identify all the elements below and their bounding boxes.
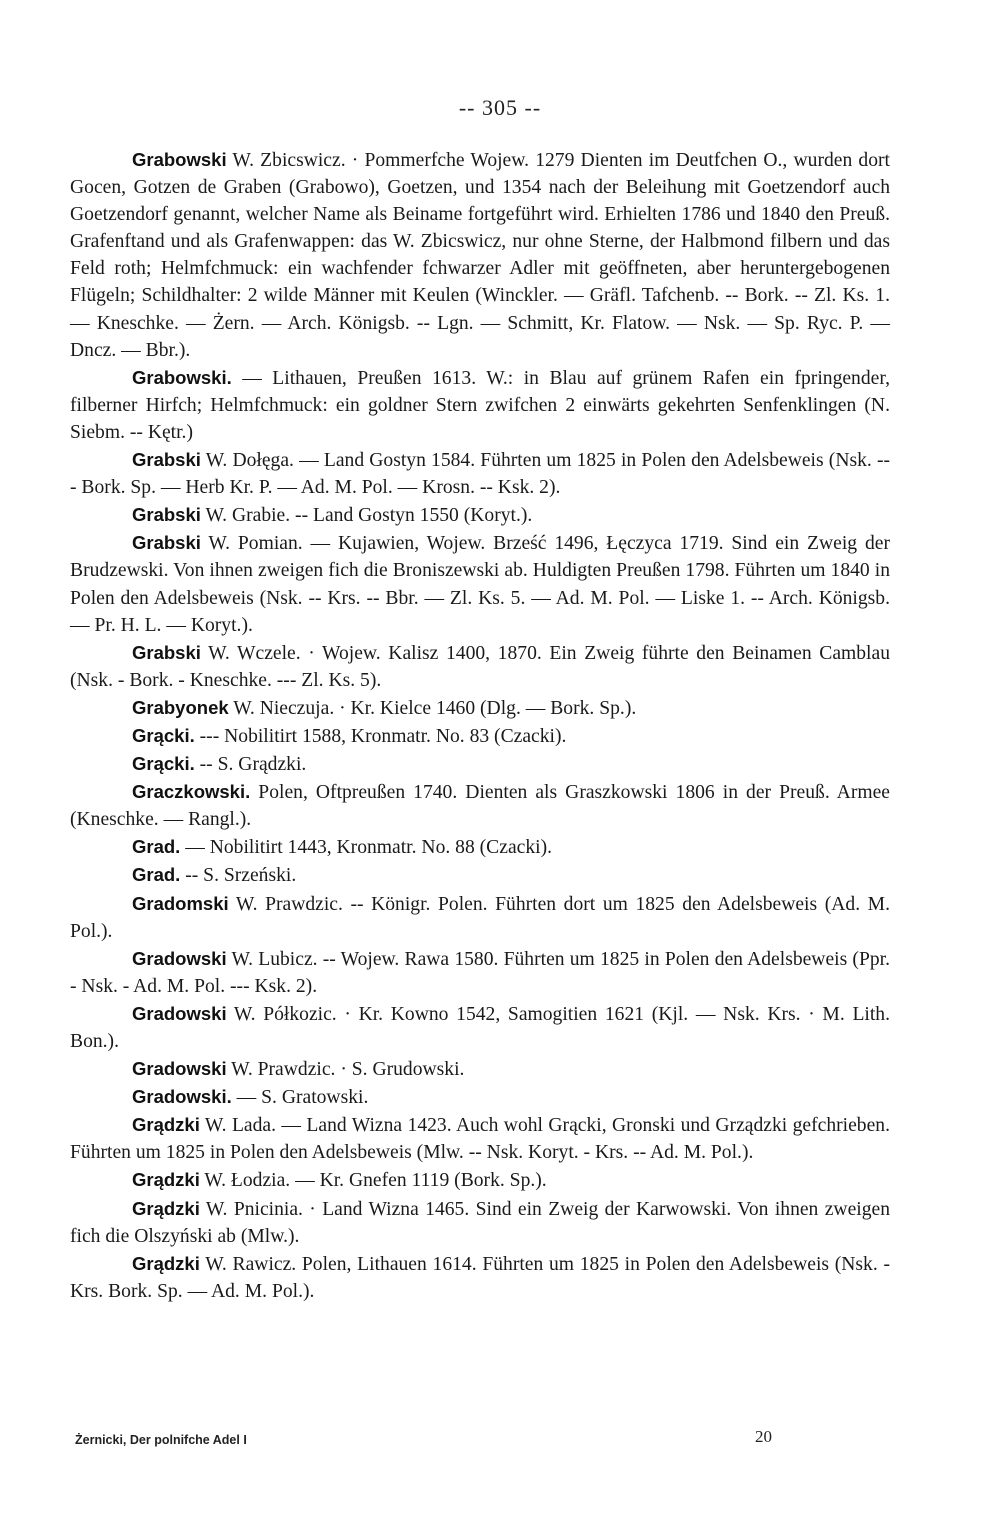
entry-surname: Grabyonek — [132, 696, 229, 718]
entry-text: W. Półkozic. · Kr. Kowno 1542, Samogitien 1621 (Kjl. — Nsk. Krs. · M. Lith. Bon.). — [70, 1003, 890, 1052]
entry-surname: Grądzki — [132, 1169, 200, 1191]
entry-surname: Grad. — [132, 836, 181, 858]
entry-text: W. Pomian. — Kujawien, Wojew. Brześć 1496, Łęczyca 1719. Sind ein Zweig der Brudzewski. Von ihnen zweigen fich die Broniszewski ab. Huldigten Preußen 1798. Führten um 1840 in Polen den Adelsbeweis (Nsk. -- Krs. -- Bbr. — Zl. Ks. 5. — Ad. M. Pol. — Liske 1. -- Arch. Königsb. — Pr. H. L. — Koryt.). — [70, 533, 890, 636]
entry-text: W. Lada. — Land Wizna 1423. Auch wohl Grącki, Gronski und Grządzki gefchrieben. Führten um 1825 in Polen den Adelsbeweis (Mlw. -- Nsk. Koryt. - Krs. -- Ad. M. Pol.). — [70, 1115, 890, 1164]
entry-surname: Grabowski — [132, 149, 227, 170]
entry — [70, 861, 890, 889]
entry-text: --- Nobilitirt 1588, Kronmatr. No. 83 (Czacki). — [194, 725, 567, 747]
entry-text: -- S. Grądzki. — [194, 754, 307, 776]
entry — [70, 778, 890, 833]
entry-text: W. Lubicz. -- Wojew. Rawa 1580. Führten um 1825 in Polen den Adelsbeweis (Ppr. - Nsk. - Ad. M. Pol. --- Ksk. 2). — [70, 948, 890, 997]
entry-surname: Gradowski — [132, 947, 227, 969]
entry-surname: Gradowski — [132, 1002, 227, 1024]
entry — [70, 694, 890, 722]
entry-surname: Grądzki — [132, 1252, 200, 1274]
entry — [70, 945, 890, 1000]
entry-surname: Grądzki — [132, 1197, 200, 1219]
entry — [70, 1195, 890, 1250]
entry-surname: Grabski — [132, 449, 201, 471]
entry-text: W. Rawicz. Polen, Lithauen 1614. Führten um 1825 in Polen den Adelsbeweis (Nsk. - Krs. Bork. Sp. — Ad. M. Pol.). — [70, 1253, 890, 1302]
entry-text: W. Łodzia. — Kr. Gnefen 1119 (Bork. Sp.). — [199, 1170, 547, 1192]
entry-surname: Gradowski. — [132, 1086, 232, 1108]
entry-text: -- S. Srzeński. — [180, 865, 297, 887]
entry-text: W. Nieczuja. · Kr. Kielce 1460 (Dlg. — Bork. Sp.). — [228, 697, 637, 719]
entry — [70, 750, 890, 778]
entry — [70, 722, 890, 750]
entry — [70, 1111, 890, 1166]
entry-surname: Grabski — [132, 504, 201, 526]
entry-surname: Grabski — [132, 641, 201, 663]
entry-surname: Gradowski — [132, 1058, 227, 1080]
entry-list — [70, 146, 890, 1305]
entry-text: — Lithauen, Preußen 1613. W.: in Blau auf grünem Rafen ein fpringender, filberner Hirfch; Helmfchmuck: ein goldner Stern zwifchen 2 einwärts gekehrten Senfenklingen (N. Siebm. -- Kętr.) — [70, 367, 890, 443]
entry-surname: Grad. — [132, 864, 181, 886]
entry-surname: Grącki. — [132, 724, 195, 746]
entry-surname: Grabowski. — [132, 366, 232, 388]
entry — [70, 529, 890, 638]
entry-surname: Grądzki — [132, 1114, 200, 1136]
footer-signature: Żernicki, Der polnifche Adel I — [75, 1433, 247, 1447]
entry — [70, 890, 890, 945]
entry — [70, 639, 890, 694]
entry-surname: Gradomski — [132, 892, 229, 914]
entry — [70, 501, 890, 529]
entry-text: Polen, Oftpreußen 1740. Dienten als Graszkowski 1806 in der Preuß. Armee (Kneschke. — Rangl.). — [70, 782, 890, 831]
entry — [70, 1166, 890, 1194]
entry — [70, 364, 890, 446]
entry — [70, 1055, 890, 1083]
entry-surname: Grabski — [132, 532, 201, 554]
entry-text: W. Pnicinia. · Land Wizna 1465. Sind ein Zweig der Karwowski. Von ihnen zweigen fich die Olszyński ab (Mlw.). — [70, 1198, 890, 1247]
entry-text: — Nobilitirt 1443, Kronmatr. No. 88 (Czacki). — [180, 837, 553, 859]
entry-text: W. Grabie. -- Land Gostyn 1550 (Koryt.). — [200, 505, 533, 527]
entry-text: W. Prawdzic. · S. Grudowski. — [226, 1059, 465, 1081]
entry — [70, 1250, 890, 1305]
entry-text: — S. Gratowski. — [231, 1087, 369, 1109]
entry-text: W. Wczele. · Wojew. Kalisz 1400, 1870. Ein Zweig führte den Beinamen Camblau (Nsk. - Bork. - Kneschke. --- Zl. Ks. 5). — [70, 642, 890, 691]
entry-surname: Graczkowski. — [132, 781, 251, 803]
entry — [70, 1000, 890, 1055]
entry-surname: Grącki. — [132, 753, 195, 775]
page-number: -- 305 -- — [458, 95, 542, 120]
entry-text: W. Dołęga. — Land Gostyn 1584. Führten um 1825 in Polen den Adelsbeweis (Nsk. --- Bork. Sp. — Herb Kr. P. — Ad. M. Pol. — Krosn. -- Ksk. 2). — [70, 450, 890, 499]
entry-text: W. Prawdzic. -- Königr. Polen. Führten dort um 1825 den Adelsbeweis (Ad. M. Pol.). — [70, 893, 890, 942]
entry — [70, 833, 890, 861]
entry — [70, 146, 890, 364]
entry-text: W. Zbicswicz. · Pommerfche Wojew. 1279 Dienten im Deutfchen O., wurden dort Gocen, Gotzen de Graben (Grabowo), Goetzen, und 1354 nach der Beleihung mit Goetzendorf auch Goetzendorf genannt, welcher Name als Beiname fortgeführt wird. Erhielten 1786 und 1840 den Preuß. Grafenftand und als Grafenwappen: das W. Zbicswicz, nur ohne Sterne, der Halbmond filbern und das Feld roth; Helmfchmuck: ein wachfender fchwarzer Adler mit geöffneten, aber heruntergebogenen Flügeln; Schildhalter: 2 wilde Männer mit Keulen (Winckler. — Gräfl. Tafchenb. -- Bork. -- Zl. Ks. 1. — Kneschke. — Żern. — Arch. Königsb. -- Lgn. — Schmitt, Kr. Flatow. — Nsk. — Sp. Ryc. P. — Dncz. — Bbr.). — [70, 150, 890, 361]
footer-sheet-number: 20 — [755, 1427, 772, 1446]
entry — [70, 1083, 890, 1111]
entry — [70, 446, 890, 501]
